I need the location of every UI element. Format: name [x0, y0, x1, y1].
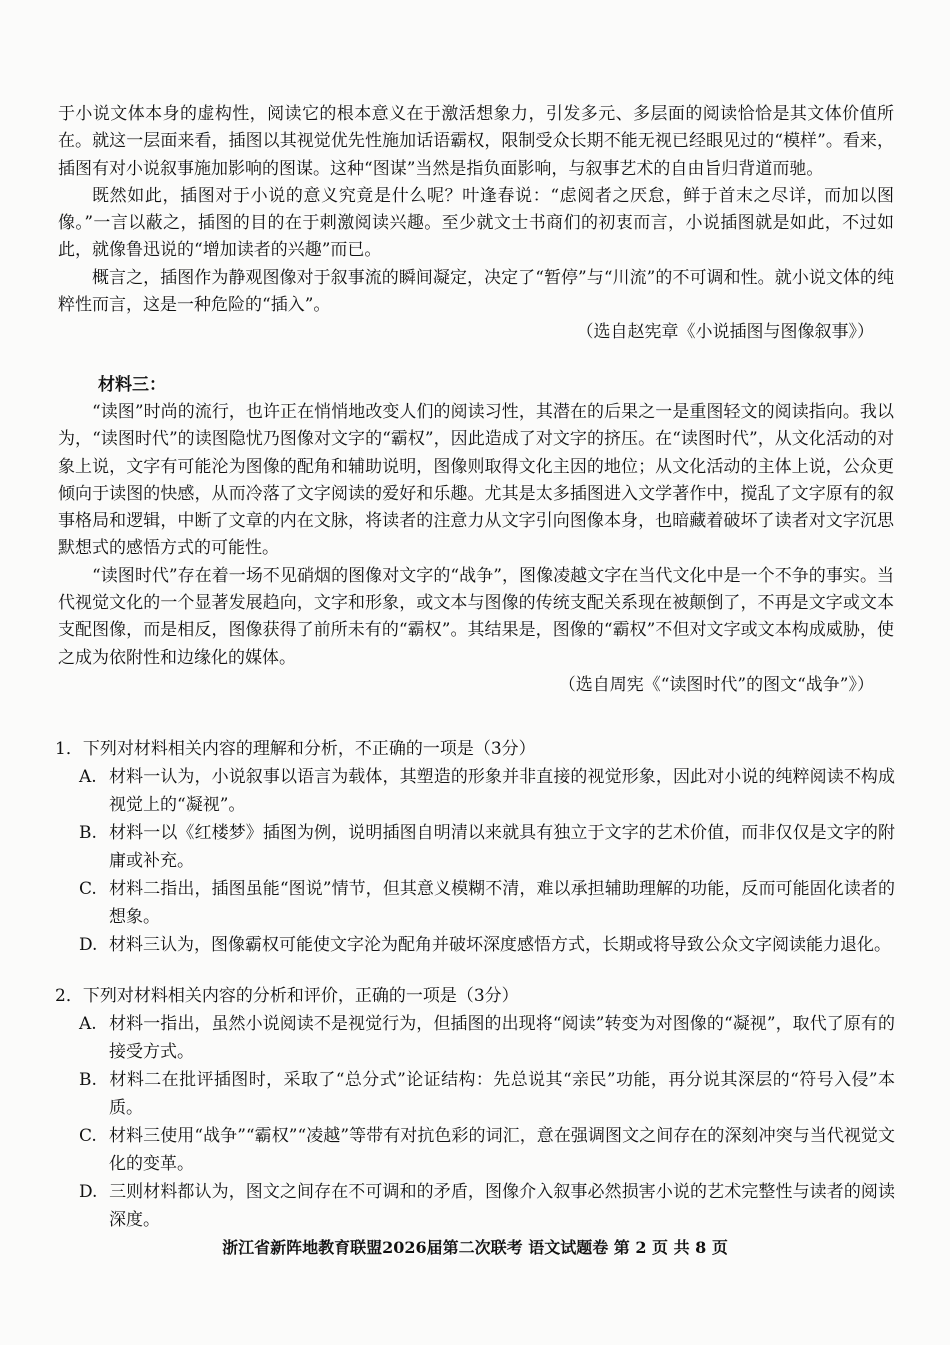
answer-option-c: C. 材料三使用“战争”“霸权”“凌越”等带有对抗色彩的词汇，意在强调图文之间存在的深刻冲突与当代视觉文化的变革。: [79, 1126, 895, 1174]
source-citation: （选自赵宪章《小说插图与图像叙事》）: [576, 322, 874, 343]
body-paragraph: “读图”时尚的流行，也许正在悄悄地改变人们的阅读习性，其潜在的后果之一是重图轻文的阅读指向。我以为，“读图时代”的读图隐忧乃图像对文字的“霸权”，因此造成了对文字的挤压。在“读图时代”，从文化活动的对象上说，文字有可能沦为图像的配角和辅助说明，图像则取得文化主因的地位；从文化活动的主体上说，公众更倾向于读图的快感，从而冷落了文字阅读的爱好和乐趣。尤其是太多插图进入文学著作中，搅乱了文字原有的叙事格局和逻辑，中断了文章的内在文脉，将读者的注意力从文字引向图像本身，也暗藏着破坏了读者对文字沉思默想式的感悟方式的可能性。: [58, 402, 894, 559]
answer-option-c: C. 材料二指出，插图虽能“图说”情节，但其意义模糊不清，难以承担辅助理解的功能，反而可能固化读者的想象。: [79, 879, 895, 927]
question-2: [55, 983, 895, 1234]
body-paragraph: 既然如此，插图对于小说的意义究竟是什么呢？叶逢春说：“虑阅者之厌怠，鲜于首末之尽详，而加以图像。”一言以蔽之，插图的目的在于刺激阅读兴趣。至少就文士书商们的初衷而言，小说插图就是如此，不过如此，就像鲁迅说的“增加读者的兴趣”而已。: [58, 185, 894, 261]
answer-option-b: B. 材料一以《红楼梦》插图为例，说明插图自明清以来就具有独立于文字的艺术价值，而非仅仅是文字的附庸或补充。: [79, 823, 895, 871]
material-three: [58, 372, 894, 699]
source-citation: （选自周宪《“读图时代”的图文“战争”》）: [558, 674, 874, 695]
question-1: [55, 736, 895, 959]
question-stem: 2．下列对材料相关内容的分析和评价，正确的一项是（3分）: [55, 986, 519, 1006]
body-paragraph: 概言之，插图作为静观图像对于叙事流的瞬间凝定，决定了“暂停”与“川流”的不可调和性。就小说文体的纯粹性而言，这是一种危险的“插入”。: [58, 267, 894, 316]
answer-option-b: B. 材料二在批评插图时，采取了“总分式”论证结构：先总说其“亲民”功能，再分说其深层的“符号入侵”本质。: [79, 1070, 895, 1118]
section-heading: 材料三：: [98, 375, 166, 395]
answer-option-d: D. 材料三认为，图像霸权可能使文字沦为配角并破坏深度感悟方式，长期或将导致公众文字阅读能力退化。: [79, 935, 891, 955]
body-paragraph: 于小说文体本身的虚构性，阅读它的根本意义在于激活想象力，引发多元、多层面的阅读恰恰是其文体价值所在。就这一层面来看，插图以其视觉优先性施加话语霸权，限制受众长期不能无视已经眼见过的“模样”。看来，插图有对小说叙事施加影响的图谋。这种“图谋”当然是指负面影响，与叙事艺术的自由旨归背道而驰。: [58, 104, 894, 179]
answer-option-d: D. 三则材料都认为，图文之间存在不可调和的矛盾，图像介入叙事必然损害小说的艺术完整性与读者的阅读深度。: [79, 1182, 895, 1230]
answer-option-a: A. 材料一指出，虽然小说阅读不是视觉行为，但插图的出现将“阅读”转变为对图像的“凝视”，取代了原有的接受方式。: [79, 1014, 895, 1062]
answer-option-a: A. 材料一认为，小说叙事以语言为载体，其塑造的形象并非直接的视觉形象，因此对小说的纯粹阅读不构成视觉上的“凝视”。: [79, 767, 895, 815]
page-footer: 浙江省新阵地教育联盟2026届第二次联考 语文试题卷 第 2 页 共 8 页: [222, 1238, 728, 1257]
material-two-tail: [58, 101, 894, 346]
body-paragraph: “读图时代”存在着一场不见硝烟的图像对文字的“战争”，图像凌越文字在当代文化中是一个不争的事实。当代视觉文化的一个显著发展趋向，文字和形象，或文本与图像的传统支配关系现在被颠倒了，不再是文字或文本支配图像，而是相反，图像获得了前所未有的“霸权”。其结果是，图像的“霸权”不但对文字或文本构成威胁，使之成为依附性和边缘化的媒体。: [58, 565, 894, 668]
question-stem: 1．下列对材料相关内容的理解和分析，不正确的一项是（3分）: [55, 739, 536, 759]
